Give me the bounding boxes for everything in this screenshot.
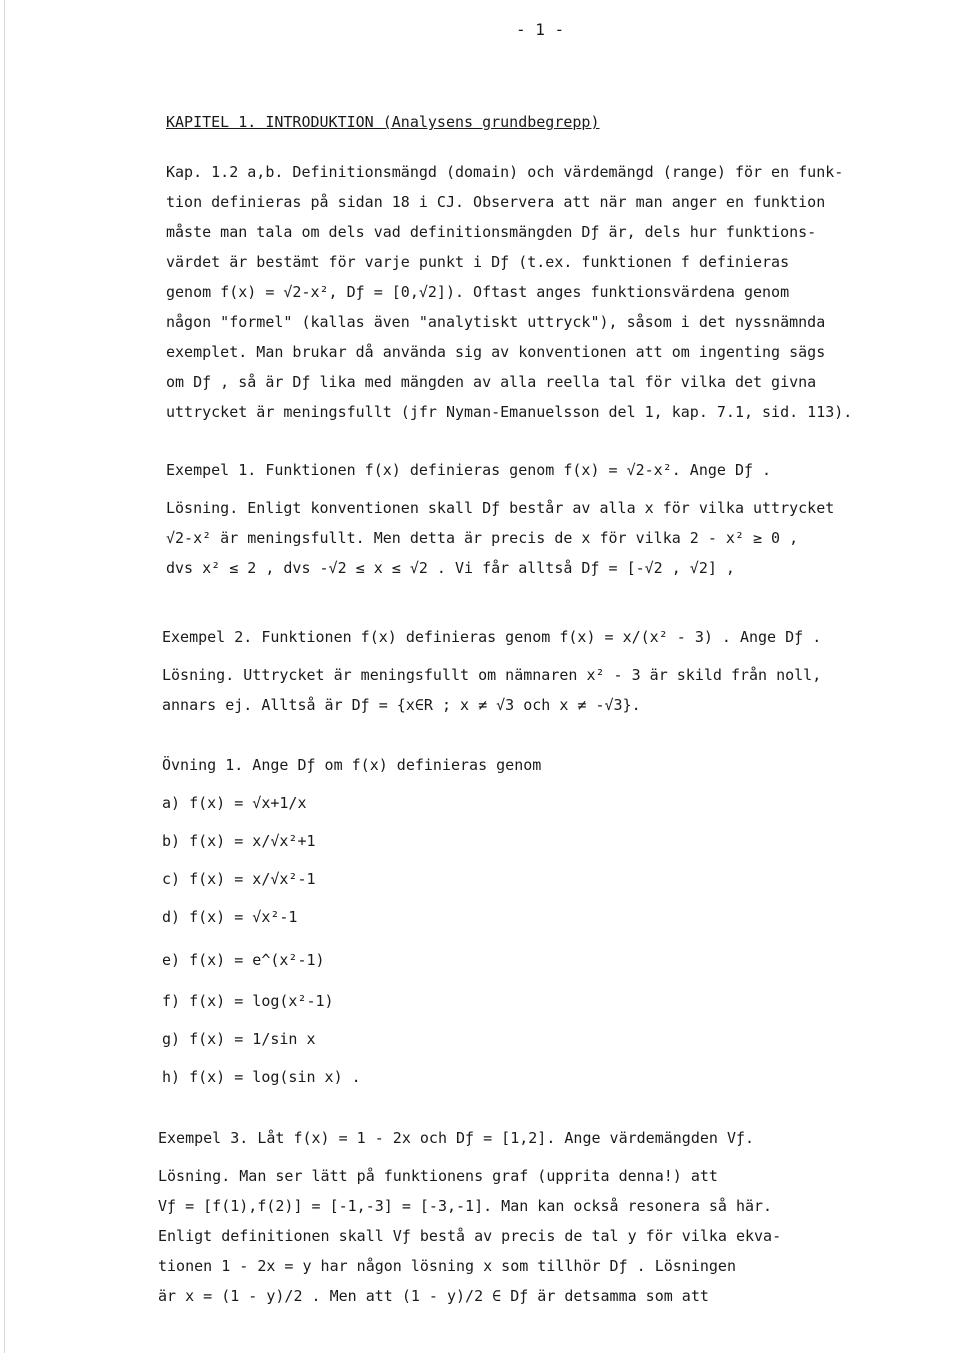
intro-line: genom f(x) = √2-x², Dƒ = [0,√2]). Oftast anges funktionsvärdena genom: [166, 283, 790, 301]
intro-line: måste man tala om dels vad definitionsmängden Dƒ är, dels hur funktions-: [166, 223, 817, 241]
exercise-item: h) f(x) = log(sin x) .: [162, 1068, 361, 1086]
intro-line: om Dƒ , så är Dƒ lika med mängden av alla reella tal för vilka det givna: [166, 373, 817, 391]
exercise-item: d) f(x) = √x²-1: [162, 908, 298, 926]
example-3-line: tionen 1 - 2x = y har någon lösning x som tillhör Dƒ . Lösningen: [158, 1257, 736, 1275]
example-1-line: √2-x² är meningsfullt. Men detta är precis de x för vilka 2 - x² ≥ 0 ,: [166, 529, 799, 547]
intro-line: uttrycket är meningsfullt (jfr Nyman-Emanuelsson del 1, kap. 7.1, sid. 113).: [166, 403, 853, 421]
example-2-line: Exempel 2. Funktionen f(x) definieras genom f(x) = x/(x² - 3) . Ange Dƒ .: [162, 628, 822, 646]
example-2-line: Lösning. Uttrycket är meningsfullt om nämnaren x² - 3 är skild från noll,: [162, 666, 822, 684]
intro-line: Kap. 1.2 a,b. Definitionsmängd (domain) och värdemängd (range) för en funk-: [166, 163, 844, 181]
example-3-line: är x = (1 - y)/2 . Men att (1 - y)/2 ∈ Dƒ är detsamma som att: [158, 1287, 709, 1305]
example-1-line: Exempel 1. Funktionen f(x) definieras genom f(x) = √2-x². Ange Dƒ .: [166, 461, 772, 479]
exercise-item: g) f(x) = 1/sin x: [162, 1030, 316, 1048]
intro-line: exemplet. Man brukar då använda sig av konventionen att om ingenting sägs: [166, 343, 826, 361]
exercise-item: f) f(x) = log(x²-1): [162, 992, 334, 1010]
example-1-line: Lösning. Enligt konventionen skall Dƒ består av alla x för vilka uttrycket: [166, 499, 835, 517]
example-3-line: Enligt definitionen skall Vƒ bestå av precis de tal y för vilka ekva-: [158, 1227, 782, 1245]
example-3-line: Lösning. Man ser lätt på funktionens graf (upprita denna!) att: [158, 1167, 718, 1185]
exercise-item: e) f(x) = e^(x²-1): [162, 951, 325, 969]
intro-line: någon "formel" (kallas även "analytiskt uttryck"), såsom i det nyssnämnda: [166, 313, 826, 331]
example-3-line: Exempel 3. Låt f(x) = 1 - 2x och Dƒ = [1,2]. Ange värdemängden Vƒ.: [158, 1129, 755, 1147]
example-3-line: Vƒ = [f(1),f(2)] = [-1,-3] = [-3,-1]. Man kan också resonera så här.: [158, 1197, 773, 1215]
example-2-line: annars ej. Alltså är Dƒ = {x∈R ; x ≠ √3 och x ≠ -√3}.: [162, 696, 641, 714]
page-number: - 1 -: [516, 20, 565, 39]
exercise-item: a) f(x) = √x+1/x: [162, 794, 307, 812]
exercise-heading: Övning 1. Ange Dƒ om f(x) definieras genom: [162, 756, 542, 774]
intro-line: tion definieras på sidan 18 i CJ. Observera att när man anger en funktion: [166, 193, 826, 211]
scan-edge-line: [4, 0, 5, 1353]
example-1-line: dvs x² ≤ 2 , dvs -√2 ≤ x ≤ √2 . Vi får alltså Dƒ = [-√2 , √2] ,: [166, 559, 735, 577]
intro-line: värdet är bestämt för varje punkt i Dƒ (t.ex. funktionen f definieras: [166, 253, 790, 271]
exercise-item: b) f(x) = x/√x²+1: [162, 832, 316, 850]
chapter-heading: KAPITEL 1. INTRODUKTION (Analysens grundbegrepp): [166, 113, 600, 131]
exercise-item: c) f(x) = x/√x²-1: [162, 870, 316, 888]
